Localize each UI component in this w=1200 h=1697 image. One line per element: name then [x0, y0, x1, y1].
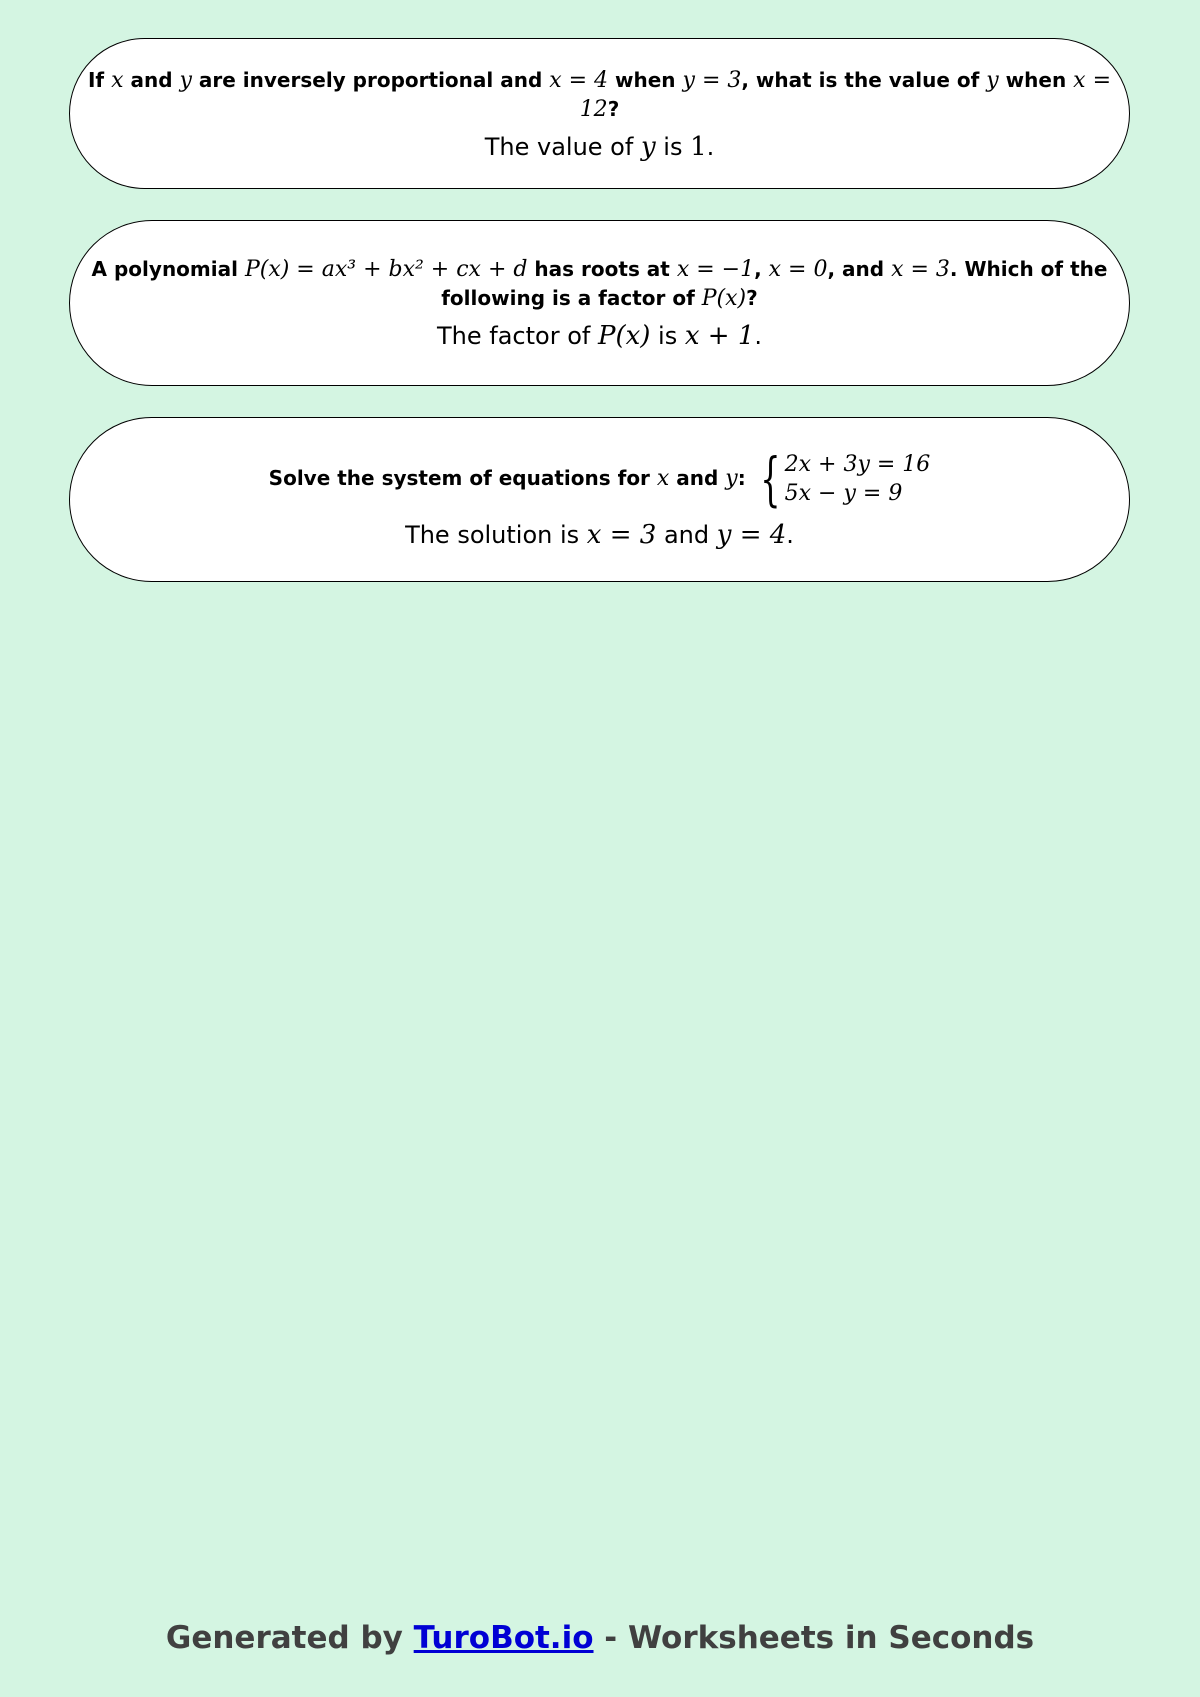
math-expression: x = 4	[549, 67, 609, 93]
answer-text	[485, 132, 715, 162]
math-expression: x = −1	[676, 257, 755, 282]
answer-segment: .	[754, 322, 763, 350]
equation-system	[752, 444, 931, 513]
math-expression: x	[656, 466, 670, 491]
math-expression: x = 3	[891, 257, 950, 282]
question-segment: and	[669, 466, 726, 490]
question-segment: and	[123, 67, 180, 92]
answer-segment: The solution is	[405, 520, 587, 549]
question-segment: when	[998, 67, 1074, 92]
math-expression: P(x) = ax³ + bx² + cx + d	[244, 257, 528, 282]
equation: 5x − y = 9	[784, 480, 903, 506]
question-segment: ?	[746, 286, 758, 310]
math-expression: x = 0	[768, 257, 828, 282]
math-expression: x = 3	[586, 519, 657, 550]
math-expression: x = 12	[579, 67, 1112, 122]
answer-text	[405, 520, 794, 550]
math-expression: 1	[690, 131, 707, 162]
question-segment: ,	[754, 257, 769, 281]
question-segment: ?	[607, 96, 620, 121]
question-text	[85, 255, 1115, 313]
footer-prefix: Generated by	[165, 1620, 414, 1656]
math-expression: y = 4	[716, 519, 787, 550]
math-expression: P(x)	[597, 321, 651, 351]
answer-segment: .	[706, 132, 715, 161]
answer-segment: .	[786, 520, 794, 549]
question-segment: are inversely proportional and	[191, 67, 550, 92]
question-segment: when	[608, 67, 683, 92]
math-expression: y	[725, 466, 738, 491]
answer-segment: The factor of	[436, 322, 598, 350]
math-expression: y = 3	[682, 67, 742, 93]
math-expression: x + 1	[684, 321, 755, 351]
left-brace-icon: {	[760, 444, 781, 513]
question-segment: , and	[827, 257, 892, 281]
question-segment: A polynomial	[91, 257, 245, 281]
math-expression: y	[640, 131, 656, 162]
math-expression: P(x)	[701, 286, 747, 311]
question-segment: . Which of the following is a factor of	[441, 257, 1108, 310]
problem-card-2	[69, 220, 1130, 386]
answer-text	[437, 321, 762, 351]
answer-segment: is	[650, 322, 685, 350]
problem-card-1	[69, 38, 1130, 189]
question-segment: If	[87, 67, 112, 92]
question-segment: :	[737, 466, 746, 490]
footer-suffix: - Worksheets in Seconds	[593, 1620, 1035, 1656]
math-expression: y	[986, 67, 999, 93]
problem-card-3	[69, 417, 1130, 582]
equation: 2x + 3y = 16	[784, 451, 931, 477]
math-expression: x	[111, 67, 124, 93]
answer-segment: is	[655, 132, 691, 161]
question-text	[85, 66, 1115, 124]
question-segment: has roots at	[527, 257, 677, 281]
answer-segment: and	[656, 520, 717, 549]
question-text	[268, 444, 931, 513]
question-segment: , what is the value of	[741, 67, 987, 92]
math-expression: y	[179, 67, 192, 93]
question-segment: Solve the system of equations for	[268, 466, 657, 490]
turobot-link[interactable]: TuroBot.io	[413, 1620, 594, 1656]
answer-segment: The value of	[484, 132, 641, 161]
footer	[0, 1620, 1200, 1656]
